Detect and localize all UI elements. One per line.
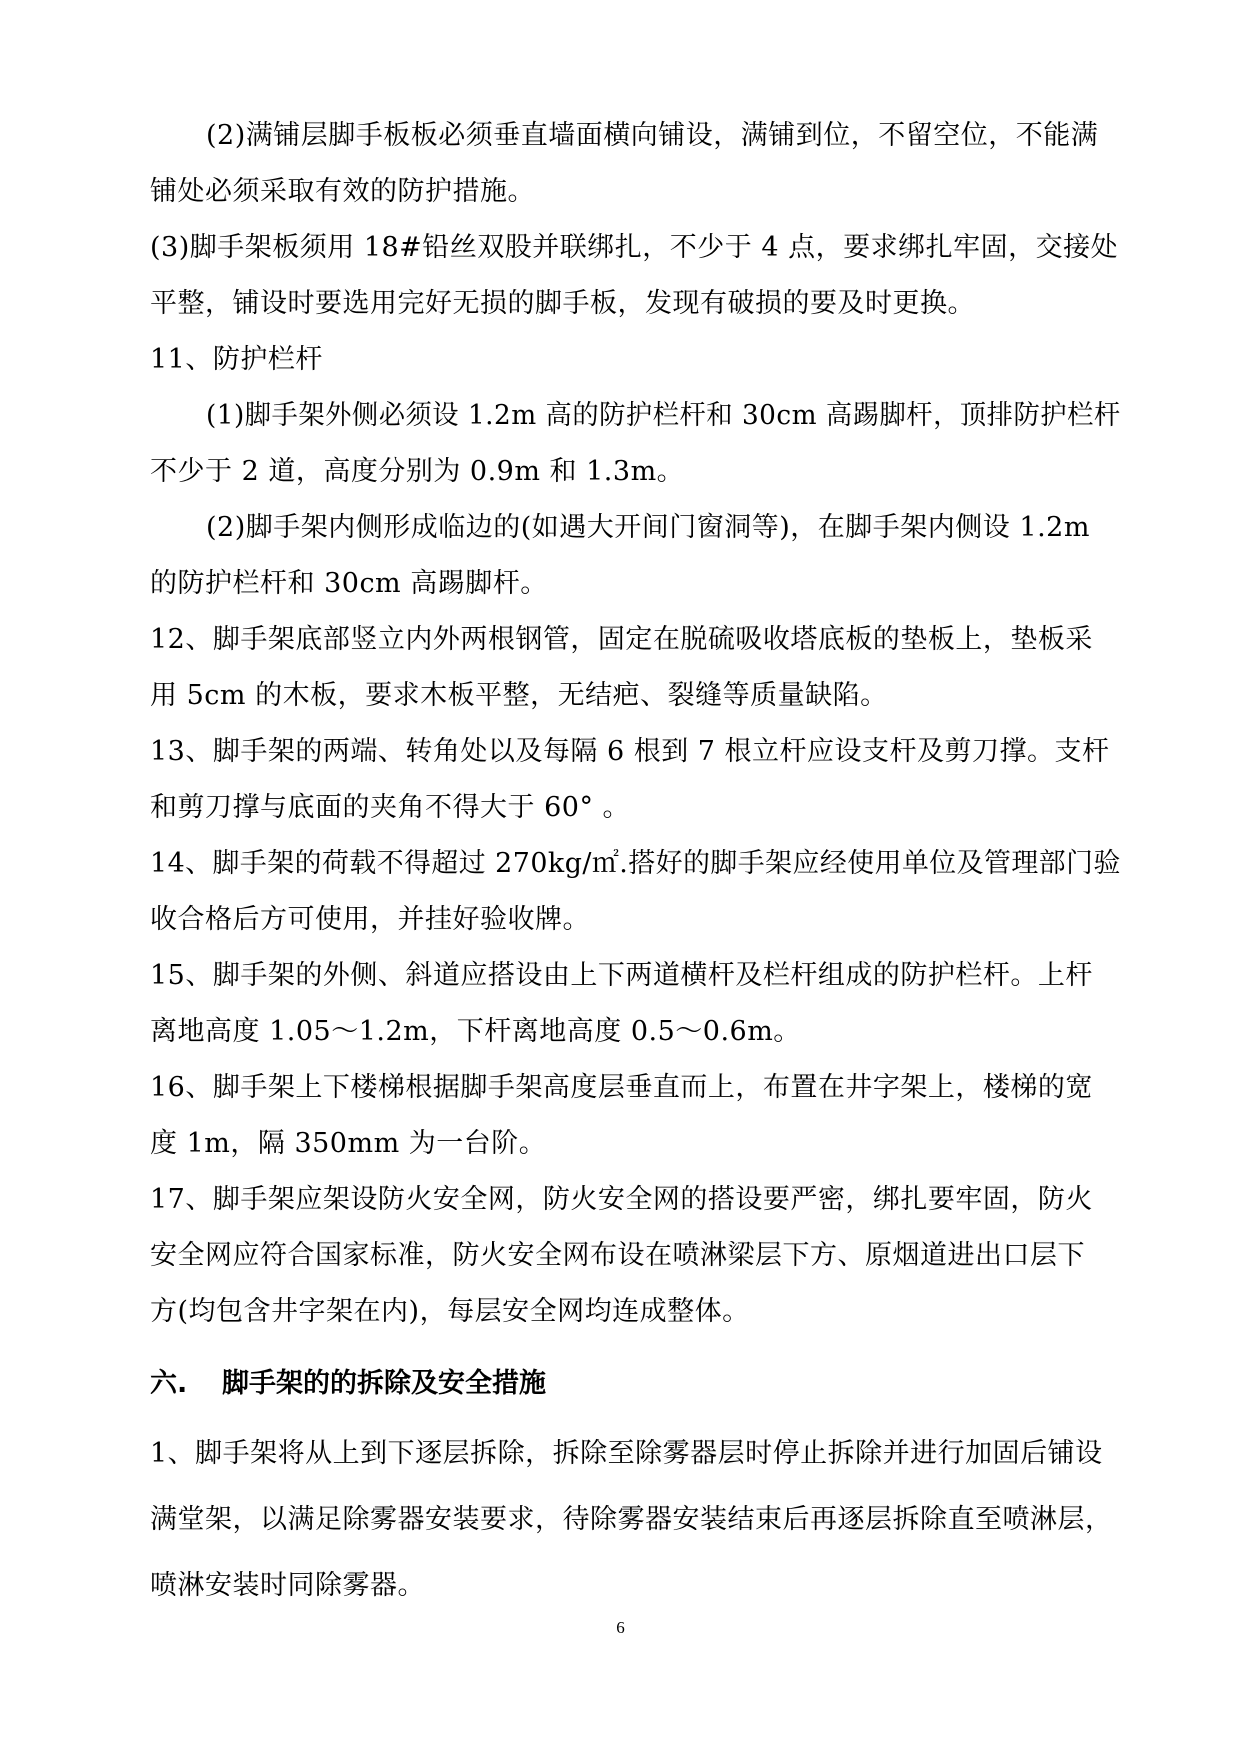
text-line: 铺处必须采取有效的防护措施。 bbox=[150, 176, 535, 207]
text-line: (2)脚手架内侧形成临边的(如遇大开间门窗洞等)，在脚手架内侧设 1.2m bbox=[206, 512, 1090, 543]
text-line: 离地高度 1.05～1.2m，下杆离地高度 0.5～0.6m。 bbox=[150, 1016, 801, 1047]
text-line: 16、脚手架上下楼梯根据脚手架高度层垂直而上，布置在井字架上，楼梯的宽 bbox=[150, 1072, 1093, 1103]
text-line: 14、脚手架的荷载不得超过 270kg/㎡.搭好的脚手架应经使用单位及管理部门验 bbox=[150, 848, 1121, 879]
section-number: 六. bbox=[150, 1368, 188, 1399]
text-line: 11、防护栏杆 bbox=[150, 344, 323, 375]
text-line: 平整，铺设时要选用完好无损的脚手板，发现有破损的要及时更换。 bbox=[150, 288, 975, 319]
text-line: 17、脚手架应架设防火安全网，防火安全网的搭设要严密，绑扎要牢固，防火 bbox=[150, 1184, 1093, 1215]
text-line: 不少于 2 道，高度分别为 0.9m 和 1.3m。 bbox=[150, 456, 685, 487]
text-line: (2)满铺层脚手板板必须垂直墙面横向铺设，满铺到位，不留空位，不能满 bbox=[206, 120, 1099, 151]
text-line: 的防护栏杆和 30cm 高踢脚杆。 bbox=[150, 568, 548, 599]
text-line: 满堂架，以满足除雾器安装要求，待除雾器安装结束后再逐层拆除直至喷淋层， bbox=[150, 1504, 1113, 1535]
section-title: 脚手架的的拆除及安全措施 bbox=[222, 1368, 546, 1399]
text-line: 收合格后方可使用，并挂好验收牌。 bbox=[150, 904, 590, 935]
text-line: (1)脚手架外侧必须设 1.2m 高的防护栏杆和 30cm 高踢脚杆，顶排防护栏杆 bbox=[206, 400, 1121, 431]
text-line: 度 1m，隔 350mm 为一台阶。 bbox=[150, 1128, 547, 1159]
text-line: (3)脚手架板须用 18#铅丝双股并联绑扎，不少于 4 点，要求绑扎牢固，交接处 bbox=[150, 232, 1119, 263]
section-heading bbox=[150, 1364, 546, 1404]
text-line: 用 5cm 的木板，要求木板平整，无结疤、裂缝等质量缺陷。 bbox=[150, 680, 888, 711]
page-number: 6 bbox=[616, 1618, 625, 1637]
text-line: 1、脚手架将从上到下逐层拆除，拆除至除雾器层时停止拆除并进行加固后铺设 bbox=[150, 1438, 1103, 1469]
text-line: 方(均包含井字架在内)，每层安全网均连成整体。 bbox=[150, 1296, 750, 1327]
text-line: 喷淋安装时同除雾器。 bbox=[150, 1570, 425, 1601]
text-line: 和剪刀撑与底面的夹角不得大于 60° 。 bbox=[150, 792, 631, 823]
text-line: 15、脚手架的外侧、斜道应搭设由上下两道横杆及栏杆组成的防护栏杆。上杆 bbox=[150, 960, 1093, 991]
text-line: 安全网应符合国家标准，防火安全网布设在喷淋梁层下方、原烟道进出口层下 bbox=[150, 1240, 1085, 1271]
text-line: 13、脚手架的两端、转角处以及每隔 6 根到 7 根立杆应设支杆及剪刀撑。支杆 bbox=[150, 736, 1110, 767]
text-line: 12、脚手架底部竖立内外两根钢管，固定在脱硫吸收塔底板的垫板上，垫板采 bbox=[150, 624, 1093, 655]
